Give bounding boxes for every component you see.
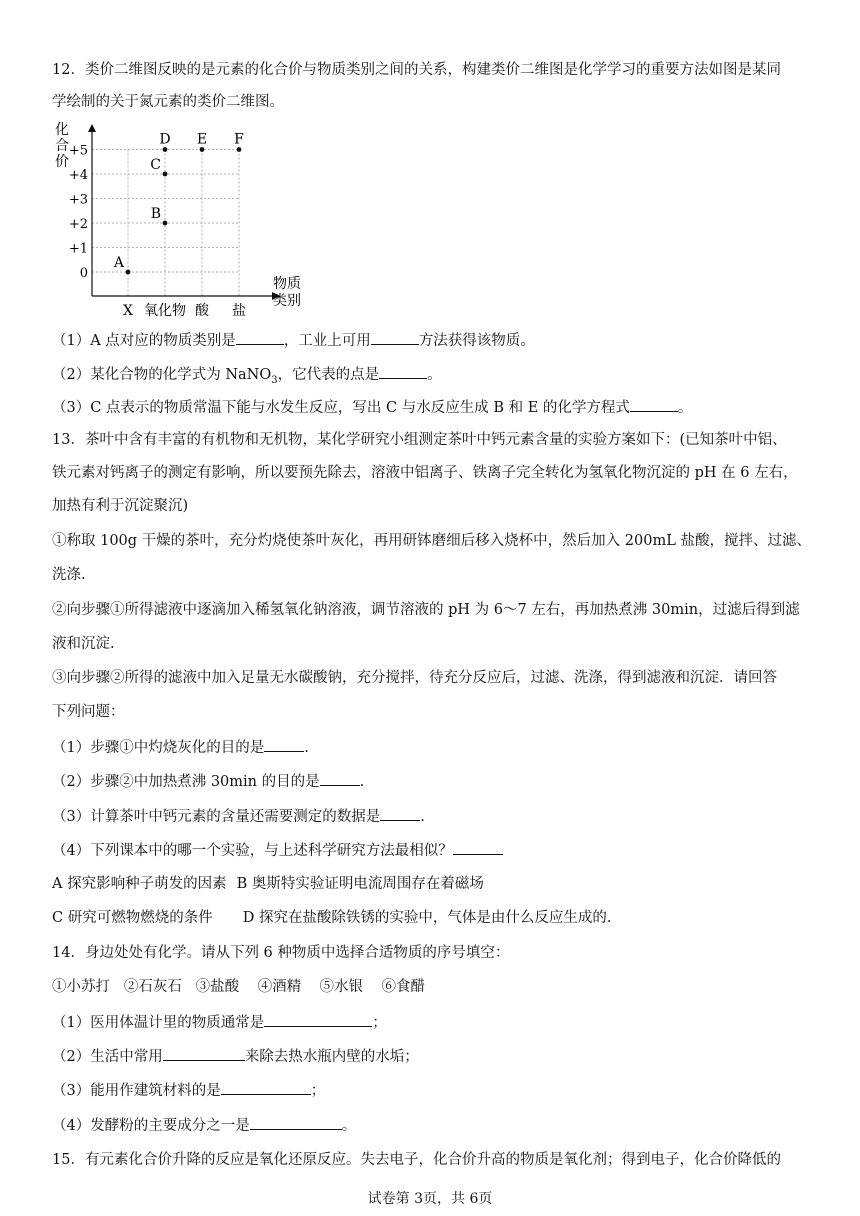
y-axis-arrow (88, 124, 96, 132)
q14-part-3 (52, 1080, 820, 1101)
y-tick-label: +5 (68, 143, 88, 159)
chart-axes (88, 124, 280, 300)
answer-blank[interactable] (163, 1046, 245, 1061)
q13-step-3-line-1: ③向步骤②所得的滤液中加入足量无水碳酸钠，充分搅拌，待充分反应后，过滤、洗涤，得到滤液和沉淀．请回答 (52, 670, 777, 686)
point-label: B (150, 206, 161, 222)
q13-step-1-line-1: ①称取 100g 干燥的茶叶，充分灼烧使茶叶灰化，再用研钵磨细后移入烧杯中，然后加入 200mL 盐酸，搅拌、过滤、 (52, 533, 811, 549)
valence-category-chart (40, 120, 320, 320)
x-tick-label: 酸 (195, 303, 209, 319)
answer-blank[interactable] (380, 806, 420, 821)
q13-p3-end: . (420, 809, 425, 825)
data-point (200, 147, 205, 152)
data-point (163, 221, 168, 226)
y-tick-label: +1 (68, 241, 88, 257)
y-axis-label-char: 价 (55, 154, 69, 170)
q13-part-4 (52, 840, 820, 861)
q12-p3-text-c: 。 (677, 400, 693, 416)
data-point (237, 147, 242, 152)
q12-p2-subscript: 3 (271, 374, 278, 386)
x-axis-label (273, 275, 301, 309)
q14-stem: 14．身边处处有化学。请从下列 6 种物质中选择合适物质的序号填空： (52, 945, 510, 961)
q13-options-cd (52, 908, 820, 928)
q13-p1-text: （1）步骤①中灼烧灰化的目的是 (52, 740, 265, 756)
q14-p4-text: （4）发酵粉的主要成分之一是 (52, 1118, 250, 1134)
q14-p2-end: 来除去热水瓶内壁的水垢； (244, 1049, 419, 1065)
answer-blank[interactable] (264, 1012, 372, 1027)
q12-part-1 (52, 330, 820, 351)
q12-stem-line-2: 学绘制的关于氮元素的类价二维图。 (52, 94, 284, 110)
q12-p1-text-c: 方法获得该物质。 (418, 333, 535, 349)
data-point (163, 172, 168, 177)
q13-p1-end: . (304, 740, 309, 756)
q12-stem-line-1: 12．类价二维图反映的是元素的化合价与物质类别之间的关系，构建类价二维图是化学学习的重要方法如图是某同 (52, 62, 781, 78)
q13-part-3 (52, 806, 820, 827)
point-label: E (196, 131, 208, 148)
x-tick-label: 氧化物 (144, 303, 186, 319)
q13-stem-line-3: 加热有利于沉淀聚沉) (52, 498, 189, 514)
point-label: C (150, 157, 161, 173)
q14-p1-end: ； (372, 1015, 387, 1031)
q14-p1-text: （1）医用体温计里的物质通常是 (52, 1015, 265, 1031)
y-tick-label: +2 (68, 217, 88, 232)
q13-option-b: B 奥斯特实验证明电流周围存在着磁场 (236, 876, 484, 892)
q13-p2-end: . (359, 774, 365, 790)
q15-stem: 15．有元素化合价升降的反应是氧化还原反应。失去电子，化合价升高的物质是氧化剂；得到电子，化合价降低的 (52, 1152, 781, 1168)
q13-option-d: D 探究在盐酸除铁锈的实验中，气体是由什么反应生成的. (242, 910, 612, 926)
y-axis-label (55, 122, 69, 170)
q13-p4-text: （4）下列课本中的哪一个实验，与上述科学研究方法最相似？ (52, 843, 453, 859)
answer-blank[interactable] (630, 397, 678, 412)
q14-part-2 (52, 1046, 820, 1067)
q14-part-1 (52, 1012, 820, 1033)
answer-blank[interactable] (453, 840, 503, 855)
q13-part-1 (52, 737, 820, 758)
y-tick-label: 0 (79, 266, 88, 281)
y-tick-label: +3 (68, 192, 88, 208)
answer-blank[interactable] (264, 737, 304, 752)
q13-part-2 (52, 771, 820, 792)
y-axis-label-char: 化 (55, 122, 69, 138)
q12-part-2 (52, 364, 820, 391)
q14-p2-text: （2）生活中常用 (52, 1049, 163, 1065)
q13-step-2-line-2: 液和沉淀. (52, 636, 115, 652)
answer-blank[interactable] (371, 330, 419, 345)
y-tick-label: +4 (68, 168, 88, 183)
data-point (163, 147, 168, 152)
q13-options-ab (52, 874, 820, 894)
q13-p3-text: （3）计算茶叶中钙元素的含量还需要测定的数据是 (52, 809, 381, 825)
point-label: D (159, 131, 171, 148)
q12-p1-text-b: ，工业上可用 (283, 333, 371, 349)
answer-blank[interactable] (379, 364, 427, 379)
q13-p2-text: （2）步骤②中加热煮沸 30min 的目的是 (52, 774, 320, 790)
page-footer: 试卷第 3页，共 6页 (367, 1191, 493, 1207)
y-axis-label-char: 合 (55, 138, 69, 154)
q13-option-a: A 探究影响种子萌发的因素 (52, 876, 227, 892)
point-label: A (113, 255, 124, 271)
q13-stem-line-1: 13．茶叶中含有丰富的有机物和无机物，某化学研究小组测定茶叶中钙元素含量的实验方案如下：(已知茶叶中铝、 (52, 432, 787, 448)
q12-p3-text-a: （3）C 点表示的物质常温下能与水发生反应，写出 C 与水反应生成 B 和 E 的化学方程式 (52, 400, 630, 416)
point-label: F (234, 131, 244, 148)
q12-p2-text-c: 。 (427, 367, 442, 383)
q13-step-3-line-2: 下列问题： (52, 704, 125, 720)
q14-p3-end: ； (310, 1083, 326, 1099)
chart-points (113, 132, 244, 275)
x-tick-label: 盐 (232, 303, 246, 319)
answer-blank[interactable] (320, 771, 360, 786)
data-point (126, 270, 131, 275)
q14-p4-end: 。 (341, 1118, 357, 1134)
q13-step-1-line-2: 洗涤. (52, 567, 86, 583)
q12-part-3 (52, 397, 820, 418)
answer-blank[interactable] (221, 1080, 311, 1095)
q14-options: ①小苏打 ②石灰石 ③盐酸 ④酒精 ⑤水银 ⑥食醋 (52, 979, 425, 995)
answer-blank[interactable] (250, 1115, 342, 1130)
q12-p1-text-a: （1）A 点对应的物质类别是 (52, 333, 236, 349)
answer-blank[interactable] (236, 330, 284, 345)
q13-stem-line-2: 铁元素对钙离子的测定有影响，所以要预先除去，溶液中铝离子、铁离子完全转化为氢氧化物沉淀的 pH 在 6 左右， (52, 465, 798, 481)
chart-y-ticks (69, 144, 88, 282)
q13-option-c: C 研究可燃物燃烧的条件 (52, 910, 213, 926)
q14-part-4 (52, 1115, 820, 1136)
x-axis-label-line: 物质 (273, 276, 301, 292)
q12-p2-text-a: （2）某化合物的化学式为 NaNO (52, 367, 272, 383)
q14-p3-text: （3）能用作建筑材料的是 (52, 1083, 221, 1099)
x-tick-label: X (123, 303, 133, 319)
q12-p2-text-b: ，它代表的点是 (277, 367, 380, 383)
chart-x-ticks (123, 302, 246, 319)
x-axis-label-line: 类别 (273, 293, 301, 309)
q13-step-2-line-1: ②向步骤①所得滤液中逐滴加入稀氢氧化钠溶液，调节溶液的 pH 为 6～7 左右，再加热煮沸 30min，过滤后得到滤 (52, 602, 800, 618)
